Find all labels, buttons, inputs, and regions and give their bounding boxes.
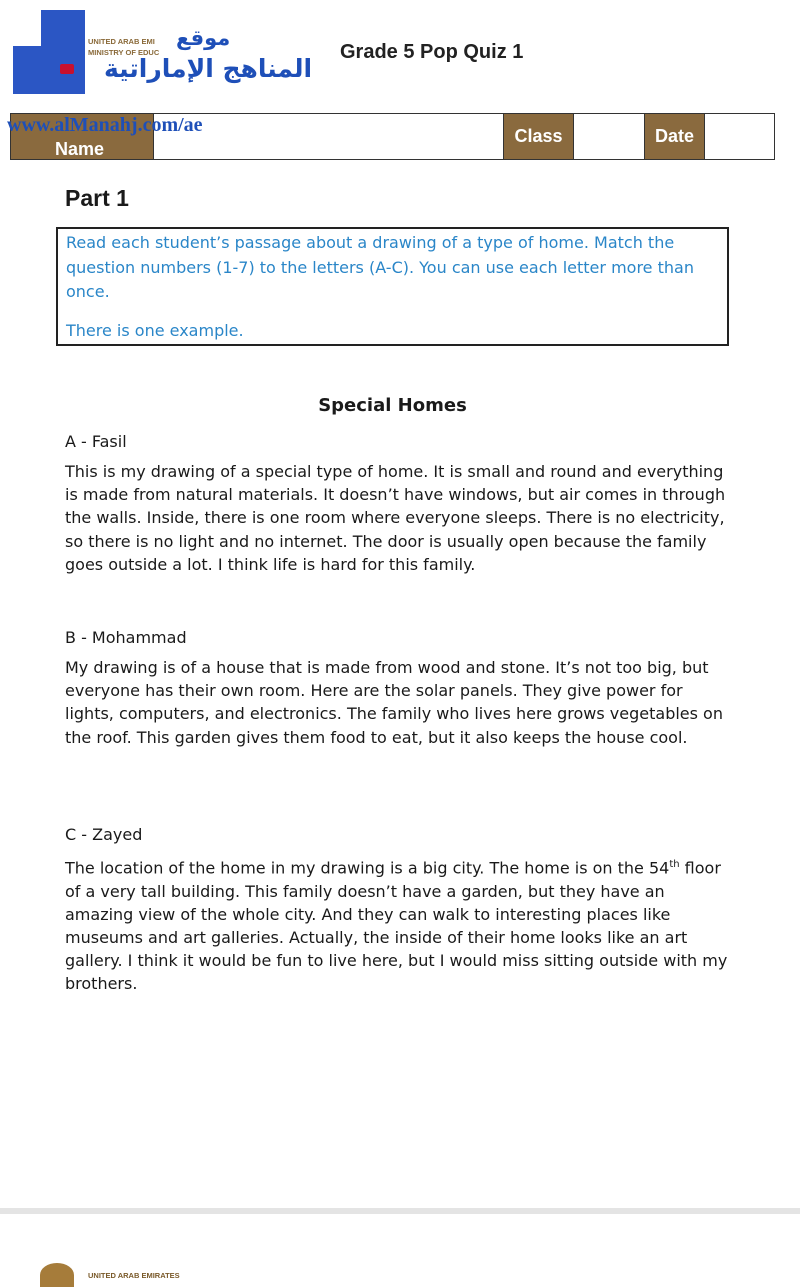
page-title: Grade 5 Pop Quiz 1 xyxy=(340,41,524,63)
date-label: Date xyxy=(645,114,705,159)
site-watermark-link[interactable]: www.alManahj.com/ae xyxy=(7,114,203,136)
site-name-small: موقع xyxy=(176,26,231,50)
flag-icon xyxy=(60,64,74,74)
uae-label: UNITED ARAB EMIRATES xyxy=(88,1271,180,1280)
ministry-label: UNITED ARAB EMI MINISTRY OF EDUC xyxy=(88,37,160,57)
passage-text: This is my drawing of a special type of home. It is small and round and everything is made from natural materials. It doesn’t have windows, but air comes in through the walls. Inside, there is one room where everyone sleeps. There is no electricity, so there is no light and no internet. The door is usually open because the family goes outside a lot. I think life is hard for this family. xyxy=(65,462,726,574)
class-label: Class xyxy=(504,114,574,159)
name-label: Name xyxy=(55,139,105,159)
passage-a xyxy=(65,432,730,576)
part-heading: Part 1 xyxy=(65,185,129,211)
instructions-box xyxy=(56,227,729,346)
passage-c xyxy=(65,825,730,996)
passage-text: The location of the home in my drawing is a big city. The home is on the 54th floor of a very tall building. This family doesn’t have a garden, but they have an amazing view of the whole city. And they can walk to interesting places like museums and art galleries. Actually, the inside of their home looks like an art gallery. I think it would be fun to live here, but I would miss sitting outside with my brothers. xyxy=(65,858,728,994)
site-name-big: المناهج الإماراتية xyxy=(104,54,313,83)
uae-emblem-icon xyxy=(40,1263,74,1287)
name-field[interactable] xyxy=(154,114,504,159)
passage-b xyxy=(65,628,730,749)
date-field[interactable] xyxy=(705,114,774,159)
ministry-logo-icon xyxy=(13,10,85,94)
example-note: There is one example. xyxy=(66,320,244,340)
passage-heading: A - Fasil xyxy=(65,432,127,451)
section-title: Special Homes xyxy=(318,395,467,416)
instructions-text: Read each student’s passage about a drawing of a type of home. Match the question numbers (1-7) to the letters (A-C). You can use each letter more than once. xyxy=(66,233,694,301)
passage-heading: B - Mohammad xyxy=(65,628,187,647)
passage-heading: C - Zayed xyxy=(65,825,143,844)
class-field[interactable] xyxy=(574,114,645,159)
passage-text: My drawing is of a house that is made from wood and stone. It’s not too big, but everyone has their own room. Here are the solar panels. They give power for lights, computers, and electronics. The family who lives here grows vegetables on the roof. This garden gives them food to eat, but it also keeps the house cool. xyxy=(65,658,723,747)
